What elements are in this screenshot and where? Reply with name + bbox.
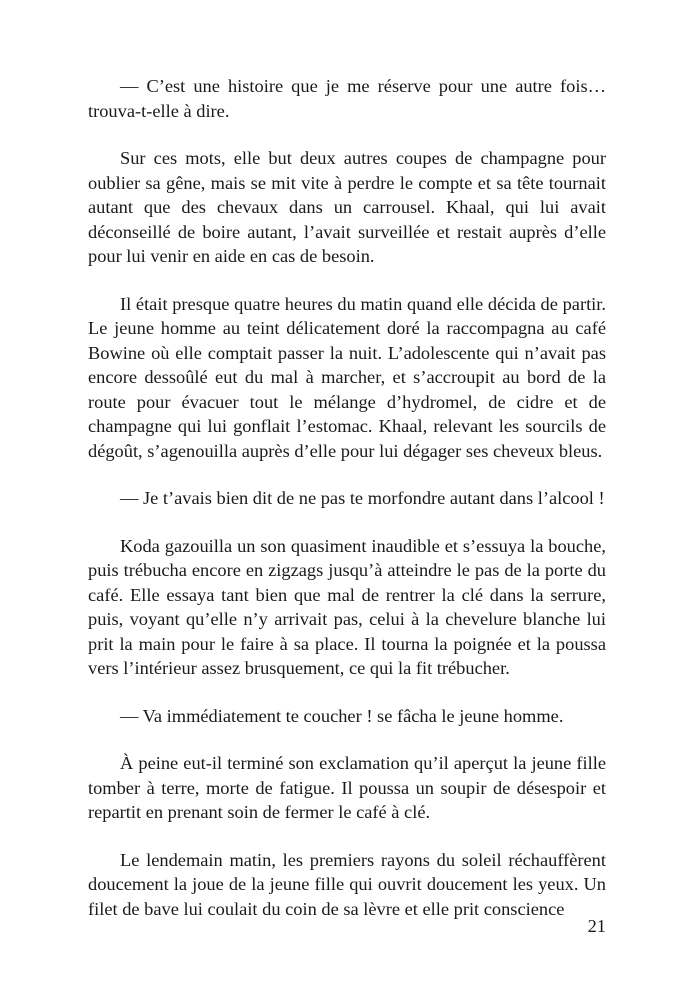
paragraph-koda-cle: Koda gazouilla un son quasiment inaudible et s’essuya la bouche, puis trébucha encore en zigzags jusqu’à atteindre le pas de la porte du café. Elle essaya tant bien que mal de rentrer la clé dans la serrure, puis, voyant qu’elle n’y arrivait pas, celui à la chevelure blanche lui prit la main pour le faire à sa place. Il tourna la poignée et la poussa vers l’intérieur assez brusquement, ce qui la fit trébucher.: [88, 535, 606, 678]
paragraph-dialogue-coucher: — Va immédiatement te coucher ! se fâcha le jeune homme.: [120, 705, 564, 726]
paragraph-lendemain: Le lendemain matin, les premiers rayons du soleil réchauffèrent doucement la joue de la jeune fille qui ouvrit doucement les yeux. Un filet de bave lui coulait du coin de sa lèvre et elle prit conscience: [88, 849, 606, 919]
paragraph-fatigue: À peine eut-il terminé son exclamation qu’il aperçut la jeune fille tomber à terre, morte de fatigue. Il poussa un soupir de désespoir et repartit en prenant soin de fermer le café à clé.: [88, 753, 606, 822]
paragraph-champagne: Sur ces mots, elle but deux autres coupes de champagne pour oublier sa gêne, mais se mit vite à perdre le compte et sa tête tournait autant que des chevaux dans un carrousel. Khaal, qui lui avait déconseillé de boire autant, l’avait surveillée et restait auprès d’elle pour lui venir en aide en cas de besoin.: [88, 148, 606, 266]
paragraph-quatre-heures: Il était presque quatre heures du matin quand elle décida de partir. Le jeune homme au teint délicatement doré la raccompagna au café Bowine où elle comptait passer la nuit. L’adolescente qui n’avait pas encore dessoûlé eut du mal à marcher, et s’accroupit au bord de la route pour évacuer tout le mélange d’hydromel, de cidre et de champagne qui lui gonflait l’estomac. Khaal, relevant les sourcils de dégoût, s’agenouilla auprès d’elle pour lui dégager ses cheveux bleus.: [88, 293, 606, 461]
paragraph-dialogue-autre-fois: — C’est une histoire que je me réserve pour une autre fois… trouva-t-elle à dire.: [88, 76, 606, 121]
body-text: [88, 74, 606, 944]
page-number: 21: [587, 916, 606, 936]
paragraph-dialogue-alcool: — Je t’avais bien dit de ne pas te morfondre autant dans l’alcool !: [120, 488, 605, 508]
